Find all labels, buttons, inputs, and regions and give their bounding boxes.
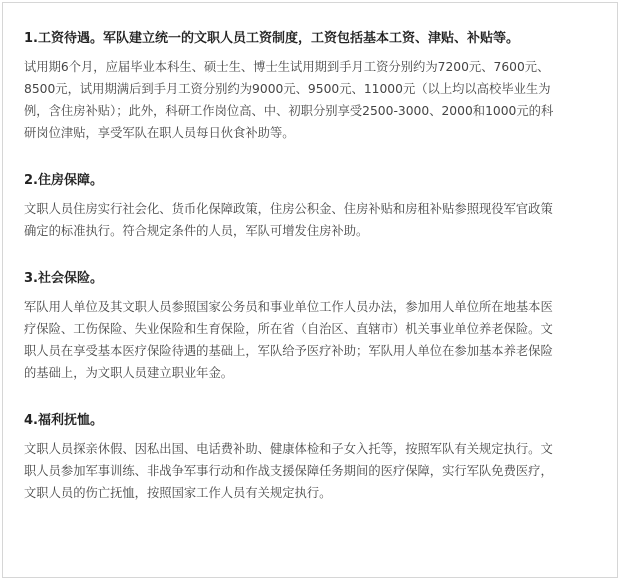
section-heading: 1.工资待遇。军队建立统一的文职人员工资制度，工资包括基本工资、津贴、补贴等。 [24,31,519,46]
body-line: 职人员在享受基本医疗保险待遇的基础上，军队给予医疗补助；军队用人单位在参加基本养老保险 [24,344,553,358]
body-line: 文职人员探亲休假、因私出国、电话费补助、健康体检和子女入托等，按照军队有关规定执行。文 [24,442,553,456]
section-body [24,296,606,384]
document-content [24,28,606,530]
section-heading: 2.住房保障。 [24,173,103,188]
section-salary [24,28,606,144]
body-line: 文职人员住房实行社会化、货币化保障政策，住房公积金、住房补贴和房租补贴参照现役军官政策 [24,202,553,216]
body-line: 确定的标准执行。符合规定条件的人员，军队可增发住房补助。 [24,224,369,238]
section-body [24,438,606,504]
body-line: 试用期6个月，应届毕业本科生、硕士生、博士生试用期到手月工资分别约为7200元、7600元、 [24,60,550,74]
body-line: 的基础上，为文职人员建立职业年金。 [24,366,234,380]
body-line: 军队用人单位及其文职人员参照国家公务员和事业单位工作人员办法，参加用人单位所在地基本医 [24,300,553,314]
body-line: 疗保险、工伤保险、失业保险和生育保险，所在省（自治区、直辖市）机关事业单位养老保险。文 [24,322,553,336]
section-body [24,198,606,242]
section-welfare [24,410,606,504]
body-line: 例，含住房补贴）；此外，科研工作岗位高、中、初职分别享受2500-3000、2000和1000元的科 [24,104,554,118]
section-heading: 3.社会保险。 [24,271,103,286]
body-line: 职人员参加军事训练、非战争军事行动和作战支援保障任务期间的医疗保障，实行军队免费医疗， [24,464,553,478]
section-heading: 4.福利抚恤。 [24,413,103,428]
section-insurance [24,268,606,384]
section-housing [24,170,606,242]
body-line: 研岗位津贴，享受军队在职人员每日伙食补助等。 [24,126,295,140]
body-line: 文职人员的伤亡抚恤，按照国家工作人员有关规定执行。 [24,486,332,500]
section-body [24,56,606,144]
body-line: 8500元，试用期满后到手月工资分别约为9000元、9500元、11000元（以上均以高校毕业生为 [24,82,551,96]
document-frame [2,2,618,578]
